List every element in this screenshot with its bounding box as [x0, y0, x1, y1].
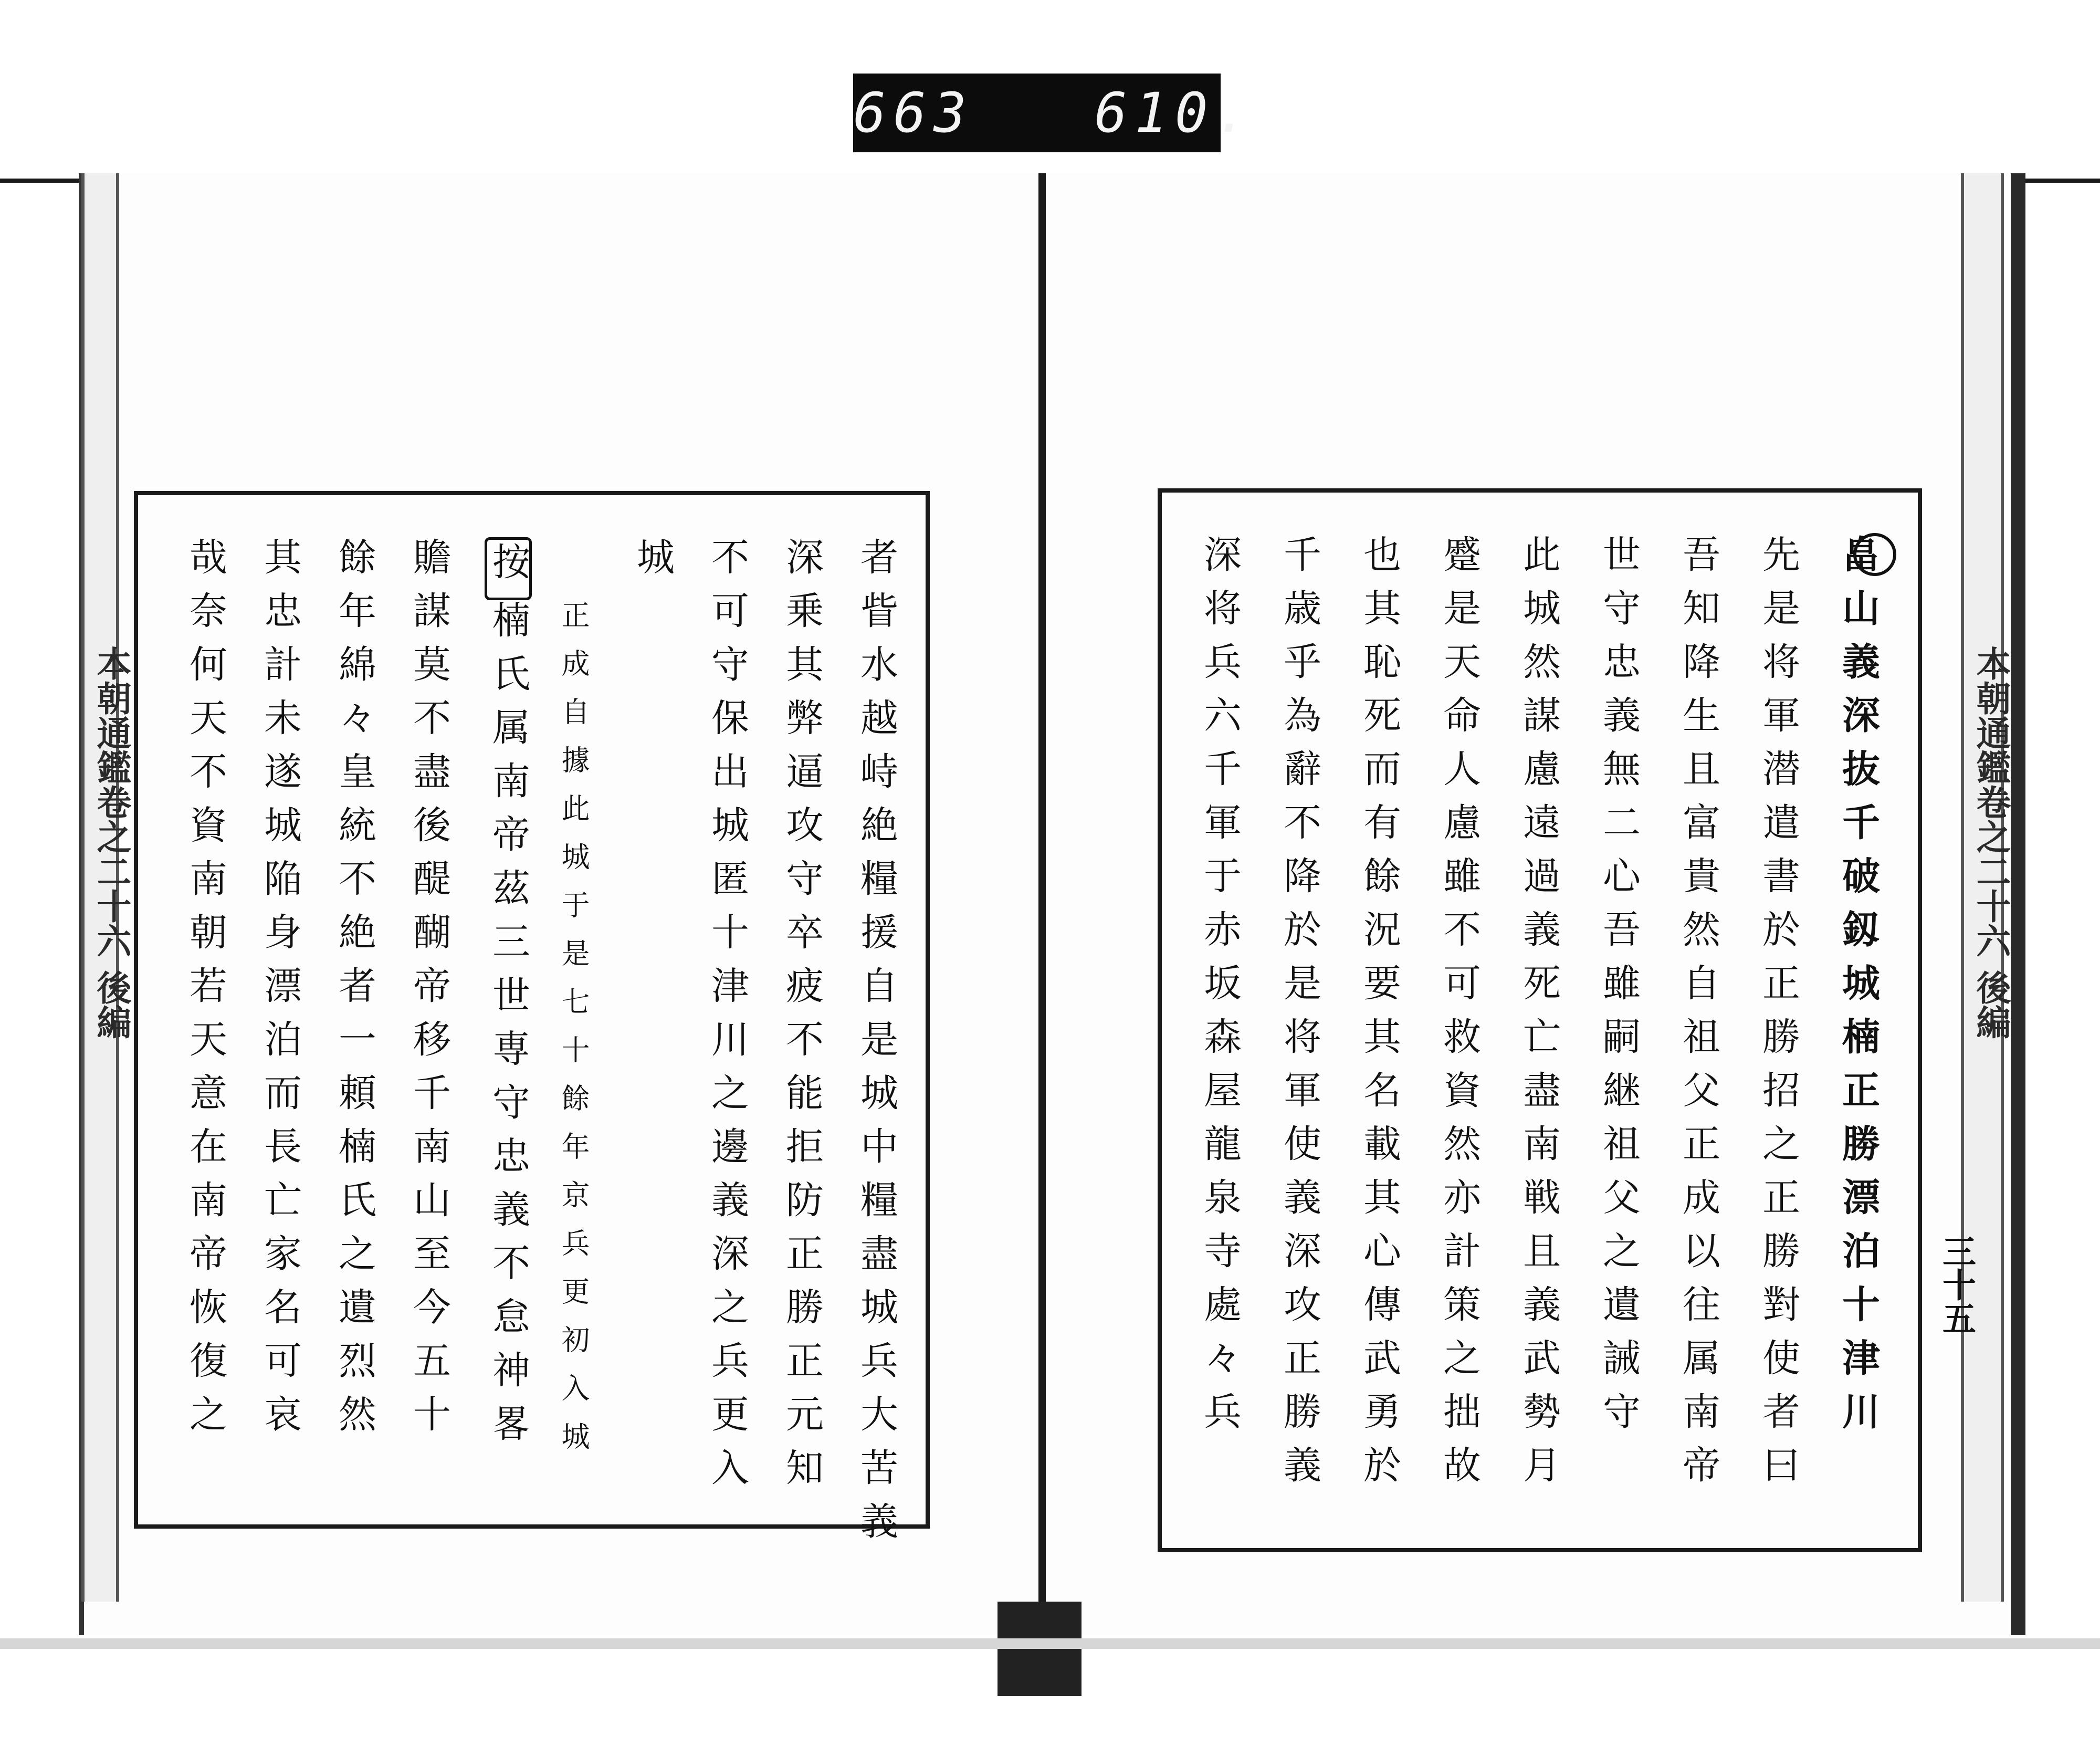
right-text-box [1158, 488, 1922, 1552]
right-page-text-column: 也其恥死而有餘況要其名載其心傳武勇於 [1357, 535, 1401, 1499]
left-page-text-column: 城 [631, 537, 675, 591]
left-page-text-column: 餘年綿々皇統不絶者一頼楠氏之遺烈然 [332, 537, 376, 1448]
bottom-shadow [0, 1638, 2100, 1649]
left-page-text-column: 哉奈何天不資南朝若天意在南帝恢復之 [183, 537, 227, 1448]
left-page-text-column: 贍謀莫不盡後醍醐帝移千南山至今五十 [407, 537, 451, 1448]
right-page-text-column: 世守忠義無二心吾雖嗣継祖父之遺誡守 [1597, 535, 1641, 1445]
circle-mark [1853, 533, 1896, 576]
right-page-text-column: 畠山義深抜千破釼城楠正勝漂泊十津川 [1836, 535, 1881, 1445]
left-text-box [134, 491, 930, 1555]
left-spine [81, 173, 132, 1602]
left-page-text-column: 按楠氏属南帝茲三世専守忠義不怠神畧 [485, 537, 532, 1457]
right-page-text-column: 先是将軍潜遣書於正勝招之正勝對使者曰 [1756, 535, 1800, 1499]
annotation-marker: 按 [485, 537, 532, 600]
left-page-text-column: 者眥水越峙絶糧援自是城中糧盡城兵大苦義 [854, 537, 898, 1555]
book-gutter [1038, 173, 1046, 1682]
right-page-text-column: 深将兵六千軍于赤坂森屋龍泉寺處々兵 [1198, 535, 1242, 1445]
right-spine-title: 本朝通鑑卷之二十六 後編 [1970, 646, 2011, 1039]
frame-number-label: 663 610. [853, 74, 1221, 152]
right-page-text-column: 千歳乎為辭不降於是将軍使義深攻正勝義 [1277, 535, 1321, 1499]
left-page-text-column: 其忠計未遂城陥身漂泊而長亡家名可哀 [258, 537, 302, 1448]
right-page-text-column: 吾知降生且富貴然自祖父正成以往属南帝 [1676, 535, 1720, 1499]
left-page-text-column: 深乗其弊逼攻守卒疲不能拒防正勝正元知 [780, 537, 824, 1501]
gutter-shadow [998, 1602, 1082, 1696]
right-page-text-column: 此城然謀慮遠過義死亡盡南戦且義武勢月 [1517, 535, 1561, 1499]
right-spine [1961, 173, 2011, 1602]
right-page-text-column: 蹙是天命人慮雖不可救資然亦計策之拙故 [1437, 535, 1481, 1499]
fold-number: 三十五 [1937, 1234, 1976, 1335]
left-page-text-column: 正成自據此城于是七十餘年京兵更初入城 [557, 600, 590, 1470]
left-spine-title: 本朝通鑑卷之二十六 後編 [91, 646, 132, 1039]
left-page-text-column: 不可守保出城匿十津川之邊義深之兵更入 [705, 537, 749, 1501]
